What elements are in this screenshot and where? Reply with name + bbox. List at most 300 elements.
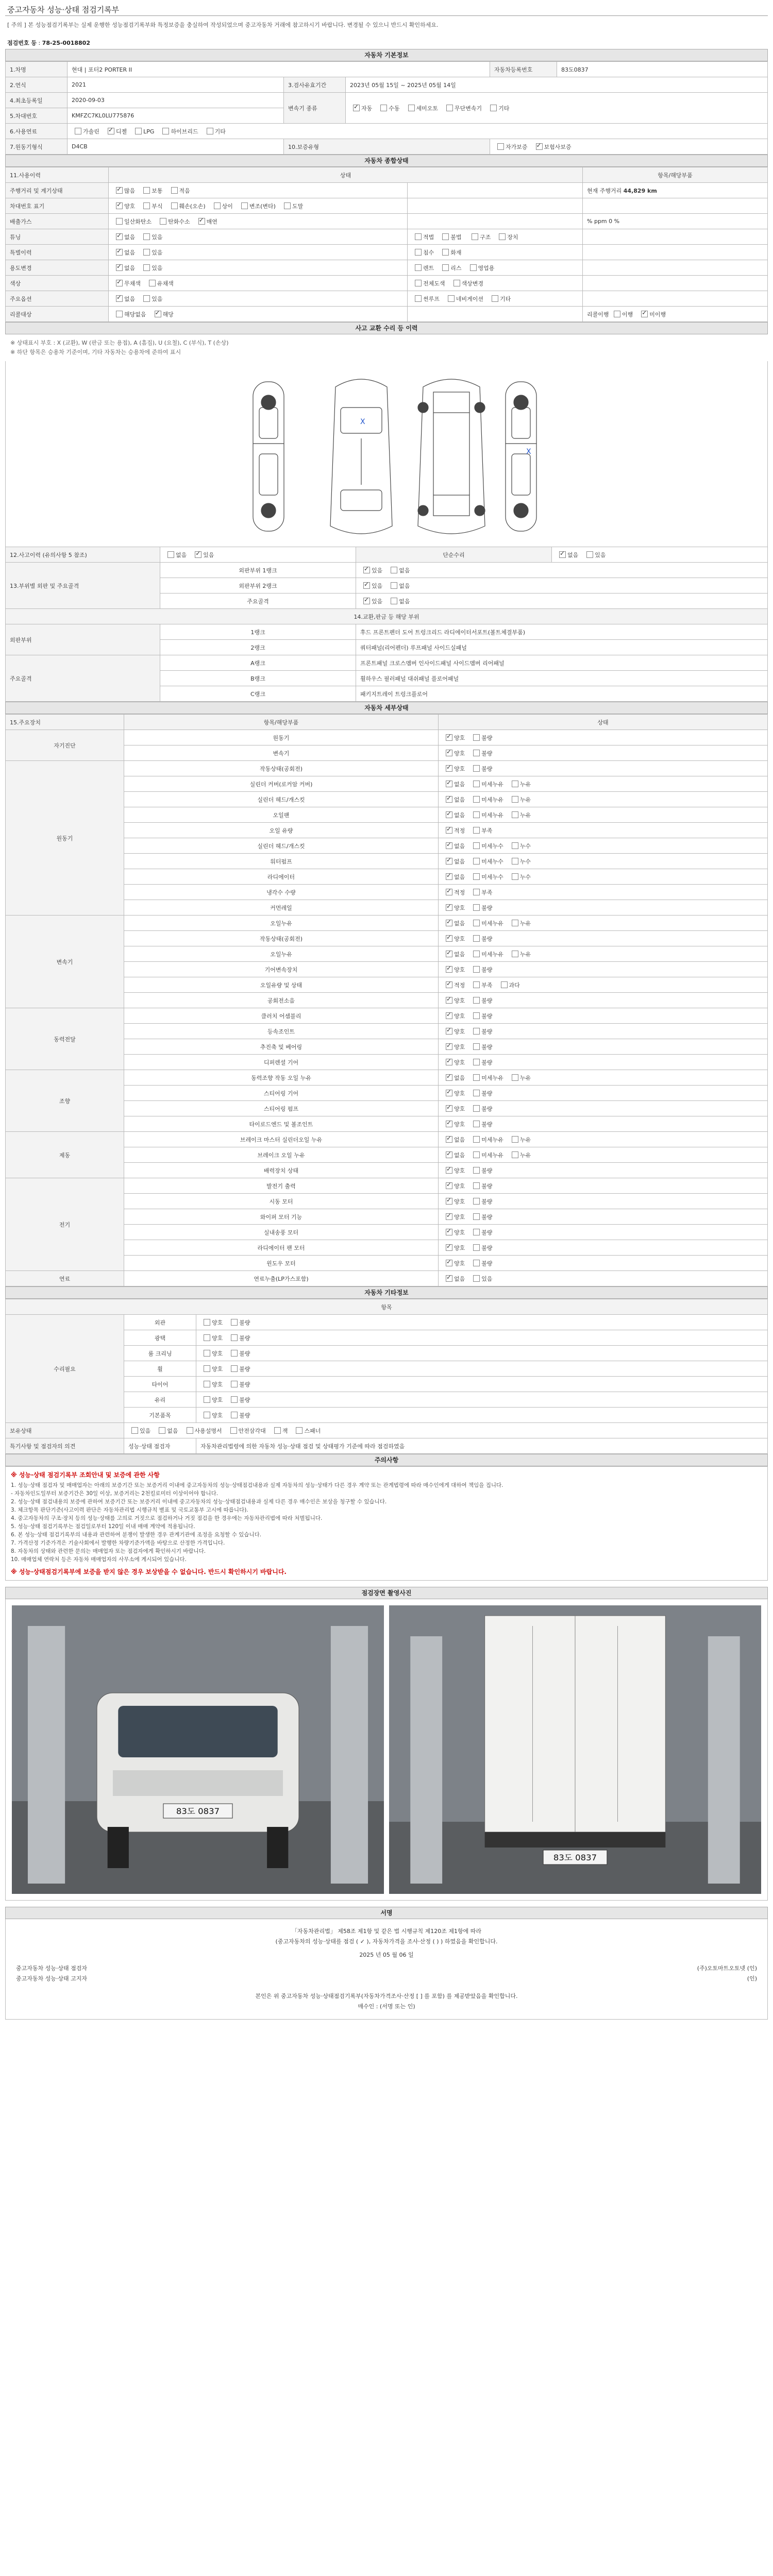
other-group-label: 수리필요: [6, 1315, 124, 1423]
option-0: [443, 904, 465, 912]
detail-item-label: 스티어링 펌프: [124, 1101, 439, 1116]
section-detail: 자동차 세부상태: [5, 702, 768, 714]
other-table: [5, 1299, 768, 1454]
option-label: 있음: [481, 1275, 493, 1282]
option-0: [412, 233, 434, 241]
checkbox-icon: [446, 981, 452, 988]
checkbox-icon: [131, 1427, 138, 1434]
other-item-label: 외관: [124, 1315, 196, 1330]
detail-group-label: 전기: [6, 1178, 124, 1271]
checkbox-icon: [159, 1427, 165, 1434]
doc-no-label: 점검번호 등: [7, 40, 37, 46]
checkbox-icon: [171, 187, 178, 194]
option-1: [439, 264, 461, 272]
checkbox-icon: [446, 966, 452, 973]
detail-item-options: [439, 1256, 768, 1271]
option-label: 보험사보증: [544, 143, 572, 150]
option-0: [113, 248, 135, 257]
first-reg-value: 2020-09-03: [68, 93, 284, 108]
option-label: 안전삼각대: [238, 1427, 266, 1434]
detail-item-options: [439, 869, 768, 885]
option-label: 유채색: [157, 280, 174, 287]
general-row-label: 튜닝: [6, 229, 109, 245]
notes-head: ※ 성능·상태 점검기록부 조회안내 및 보증에 관한 사항: [11, 1471, 160, 1479]
checkbox-icon: [204, 1350, 210, 1357]
checkbox-icon: [162, 128, 169, 134]
detail-item-label: 오일누유: [124, 946, 439, 962]
checkbox-icon: [473, 842, 480, 849]
checkbox-icon: [442, 249, 449, 256]
detail-item-label: 오일 유량: [124, 823, 439, 838]
option-0: [200, 1365, 223, 1373]
option-label: 양호: [454, 1059, 465, 1066]
period-value: 2023년 05월 15일 ~ 2025년 05월 14일: [346, 77, 768, 93]
option-label: 일산화탄소: [124, 218, 152, 225]
option-1: [228, 1396, 250, 1404]
option-label: 불량: [481, 1182, 493, 1190]
option-1: [377, 104, 399, 112]
checkbox-icon: [116, 280, 123, 286]
checkbox-icon: [614, 311, 620, 317]
checkbox-icon: [446, 1260, 452, 1266]
option-0: [164, 551, 187, 559]
option-4: [271, 1427, 288, 1435]
option-0: [443, 1058, 465, 1066]
option-label: 적정: [454, 889, 465, 896]
option-2: [405, 104, 439, 112]
option-label: 리스: [450, 264, 462, 272]
detail-item-options: [439, 1055, 768, 1070]
option-label: 불량: [239, 1412, 250, 1419]
detail-item-options: [439, 1070, 768, 1086]
checkbox-icon: [473, 1074, 480, 1081]
opinion-left: 성능·상태 점검자: [124, 1438, 196, 1454]
opinion-label: 특기사항 및 점검자의 의견: [6, 1438, 124, 1454]
section-general: 자동차 종합상태: [5, 155, 768, 167]
option-label: 양호: [454, 966, 465, 973]
detail-row: [6, 1132, 768, 1147]
checkbox-icon: [446, 105, 453, 111]
sig-inspector-name: (주)오토마트오토넷 (인): [697, 1965, 757, 1972]
option-0: [412, 295, 440, 303]
general-row: [6, 260, 768, 276]
checkbox-icon: [446, 1198, 452, 1205]
car-top-view-icon: [330, 379, 392, 534]
detail-item-options: [439, 1008, 768, 1024]
option-label: 누수: [519, 873, 531, 880]
checkbox-icon: [473, 1167, 480, 1174]
sig-seller-row: [16, 1974, 757, 1984]
checkbox-icon: [512, 1074, 518, 1081]
option-0: [412, 264, 434, 272]
option-3: [159, 127, 198, 135]
option-1: [140, 248, 162, 257]
general-row-options: [109, 245, 408, 260]
option-0: [443, 857, 465, 866]
checkbox-icon: [116, 218, 123, 225]
checkbox-icon: [143, 202, 150, 209]
detail-item-label: 원동기: [124, 730, 439, 745]
checkbox-icon: [473, 781, 480, 787]
detail-item-label: 브레이크 마스터 실린더오일 누유: [124, 1132, 439, 1147]
sig-seller: 중고자동차 성능·상태 고지자: [16, 1975, 88, 1982]
detail-item-options: [439, 962, 768, 977]
checkbox-icon: [641, 311, 648, 317]
other-item-label: 광택: [124, 1330, 196, 1346]
option-2: [509, 1151, 531, 1159]
notes-box: [5, 1466, 768, 1581]
detail-item-options: [439, 792, 768, 807]
checkbox-icon: [204, 1365, 210, 1372]
option-label: 불량: [481, 1028, 493, 1035]
option-0: [113, 310, 146, 318]
checkbox-icon: [143, 187, 150, 194]
option-1: [228, 1318, 250, 1327]
warranty-label: 10.보증유형: [284, 139, 490, 155]
checkbox-icon: [473, 1105, 480, 1112]
general-row-mid: [408, 307, 583, 322]
option-0: [443, 1074, 465, 1082]
option-label: 가솔린: [83, 128, 99, 135]
option-label: 불량: [239, 1319, 250, 1326]
checkbox-icon: [231, 1396, 238, 1403]
car-right-side-icon: [506, 382, 536, 531]
option-1: [470, 1259, 492, 1267]
option-label: 장치: [507, 233, 518, 241]
option-1: [470, 904, 492, 912]
general-row-label: 차대번호 표기: [6, 198, 109, 214]
option-label: 누유: [519, 1136, 531, 1143]
checkbox-icon: [214, 202, 221, 209]
option-1: [156, 1427, 178, 1435]
option-3: [211, 202, 233, 210]
checkbox-icon: [473, 873, 480, 880]
checkbox-icon: [160, 218, 166, 225]
option-1: [470, 873, 503, 881]
option-label: 양호: [212, 1365, 223, 1372]
trans-options: [346, 93, 768, 124]
option-0: [113, 279, 141, 287]
checkbox-icon: [473, 1275, 480, 1282]
detail-item-label: 실내송풍 모터: [124, 1225, 439, 1240]
rank-2-parts: 쿼터패널(리어펜더) 루프패널 사이드실패널: [356, 640, 768, 655]
option-label: 수동: [389, 105, 400, 112]
option-label: 있음: [372, 567, 383, 574]
checkbox-icon: [446, 1182, 452, 1189]
option-label: 매연: [206, 218, 217, 225]
option-0: [412, 248, 434, 257]
checkbox-icon: [473, 827, 480, 834]
checkbox-icon: [391, 582, 397, 589]
option-label: 불량: [481, 1012, 493, 1020]
detail-item-label: 실린더 헤드/개스킷: [124, 792, 439, 807]
option-label: 미세누유: [481, 796, 503, 803]
checkbox-icon: [473, 1198, 480, 1205]
mark-x-right: X: [526, 448, 531, 456]
checkbox-icon: [446, 1244, 452, 1251]
option-1: [470, 734, 492, 742]
general-row: [6, 198, 768, 214]
checkbox-icon: [446, 889, 452, 895]
general-row-right: [583, 198, 768, 214]
simple-options: [552, 547, 768, 563]
general-right-label: % ppm 0 %: [587, 218, 620, 225]
option-0: [443, 749, 465, 757]
checkbox-icon: [446, 1012, 452, 1019]
checkbox-icon: [473, 889, 480, 895]
car-underbody-icon: [418, 379, 485, 534]
option-label: 렌트: [423, 264, 434, 272]
detail-row: [6, 761, 768, 776]
car-diagram: [5, 361, 768, 547]
option-1: [470, 1275, 492, 1283]
option-label: 양호: [454, 997, 465, 1004]
option-1: [470, 811, 503, 819]
option-label: 불량: [481, 935, 493, 942]
detail-item-label: 냉각수 수량: [124, 885, 439, 900]
basic-info-table: [5, 61, 768, 155]
checkbox-icon: [415, 264, 422, 271]
option-label: 미세누유: [481, 1136, 503, 1143]
sig-line-4: 매수인 : (서명 또는 인): [358, 2003, 415, 2010]
detail-item-label: 실린더 헤드/개스킷: [124, 838, 439, 854]
detail-row: [6, 1070, 768, 1086]
checkbox-icon: [473, 765, 480, 772]
detail-item-label: 시동 모터: [124, 1194, 439, 1209]
option-label: 누유: [519, 920, 531, 927]
rank-1: 1랭크: [160, 624, 356, 640]
checkbox-icon: [446, 781, 452, 787]
option-label: 양호: [212, 1396, 223, 1403]
sig-inspector-row: [16, 1963, 757, 1974]
option-label: 상이: [222, 202, 233, 210]
option-label: 미세누유: [481, 951, 503, 958]
option-label: 화재: [450, 249, 462, 256]
option-1: [140, 233, 162, 241]
general-row-right: [583, 183, 768, 198]
trans-label: 변속기 종류: [284, 93, 346, 124]
general-right-label: 현재 주행거리: [587, 187, 622, 194]
option-2: [509, 1074, 531, 1082]
option-label: 해당없음: [124, 311, 146, 318]
fuel-options: [68, 124, 768, 139]
other-item-options: [196, 1408, 768, 1423]
detail-item-options: [439, 854, 768, 869]
option-label: 불량: [239, 1381, 250, 1388]
option-1: [228, 1349, 250, 1358]
option-0: [360, 566, 382, 574]
note-line: 7. 가격산정 기준가격은 기술사회에서 발행한 차량기준가액을 바탕으로 산정한 가격입니다.: [11, 1540, 225, 1546]
detail-group-label: 동력전달: [6, 1008, 124, 1070]
checkbox-icon: [446, 1074, 452, 1081]
checkbox-icon: [453, 280, 460, 286]
option-0: [611, 310, 633, 318]
option-0: [443, 1027, 465, 1036]
checkbox-icon: [473, 1121, 480, 1127]
option-label: 탄화수소: [168, 218, 190, 225]
other-item-options: [196, 1346, 768, 1361]
checkbox-icon: [446, 765, 452, 772]
checkbox-icon: [116, 202, 123, 209]
option-label: 기타: [500, 295, 511, 302]
checkbox-icon: [446, 951, 452, 957]
option-3: [443, 104, 482, 112]
general-row-options: [109, 198, 408, 214]
option-1: [638, 310, 666, 318]
checkbox-icon: [446, 935, 452, 942]
checkbox-icon: [473, 981, 480, 988]
option-label: 불량: [481, 1167, 493, 1174]
checkbox-icon: [442, 233, 449, 240]
option-0: [443, 935, 465, 943]
general-row-label: 용도변경: [6, 260, 109, 276]
checkbox-icon: [446, 1028, 452, 1035]
option-label: 불량: [481, 1229, 493, 1236]
checkbox-icon: [230, 1427, 237, 1434]
detail-item-label: 변속기: [124, 745, 439, 761]
option-2: [489, 295, 511, 303]
other-item-options: [196, 1361, 768, 1377]
option-1: [140, 187, 162, 195]
option-label: 도말: [292, 202, 304, 210]
option-2: [509, 1136, 531, 1144]
note-line: 6. 본 성능·상태 점검기록부의 내용과 관련하여 분쟁이 발생한 경우 관계기관에 조정을 요청할 수 있습니다.: [11, 1532, 262, 1538]
option-0: [113, 295, 135, 303]
option-1: [157, 217, 190, 226]
option-label: 불량: [481, 966, 493, 973]
option-label: 스패너: [304, 1427, 321, 1434]
option-label: 과다: [509, 981, 520, 989]
option-label: 무채색: [124, 280, 141, 287]
fuel-label: 6.사용연료: [6, 124, 68, 139]
note-line: 2. 성능·상태 점검내용의 보증에 관하여 보증기간 또는 보증거리 이내에 중고자동차의 성능·상태점검내용과 실제 다른 경우 매수인은 보상을 청구할 수 있습니다.: [11, 1499, 387, 1505]
detail-item-options: [439, 1147, 768, 1163]
note-line: 4. 중고자동차의 구조·장치 등의 성능·상태를 고의로 거짓으로 점검하거나 거짓 점검을 한 경우에는 자동차관리법에 따라 처벌됩니다.: [11, 1515, 323, 1521]
option-label: 자동: [361, 105, 373, 112]
detail-item-label: 타이로드엔드 및 볼조인트: [124, 1116, 439, 1132]
option-label: 양호: [212, 1412, 223, 1419]
option-label: 있음: [152, 264, 163, 272]
checkbox-icon: [415, 280, 422, 286]
document-number: 점검번호 등 : 78-25-0018802: [7, 40, 90, 46]
option-label: 없음: [399, 582, 410, 589]
frame-label: 주요골격: [6, 655, 160, 702]
checkbox-icon: [446, 734, 452, 741]
section-basic: 자동차 기본정보: [5, 49, 768, 61]
option-label: 양호: [454, 1260, 465, 1267]
checkbox-icon: [512, 781, 518, 787]
option-1: [533, 143, 572, 151]
checkbox-icon: [446, 827, 452, 834]
option-1: [470, 950, 503, 958]
checkbox-icon: [363, 598, 370, 604]
option-0: [443, 780, 465, 788]
option-label: 없음: [454, 1275, 465, 1282]
option-1: [470, 857, 503, 866]
general-row: [6, 183, 768, 198]
detail-group-label: 조향: [6, 1070, 124, 1132]
option-label: 불량: [481, 765, 493, 772]
detail-group-label: 제동: [6, 1132, 124, 1178]
legend-line-2: ※ 하단 항목은 승용차 기준이며, 기타 자동차는 승용차에 준하여 표시: [10, 349, 181, 355]
option-0: [443, 873, 465, 881]
option-0: [113, 233, 135, 241]
option-1: [140, 264, 162, 272]
checkbox-icon: [231, 1350, 238, 1357]
option-0: [443, 795, 465, 804]
checkbox-icon: [473, 811, 480, 818]
option-0: [200, 1411, 223, 1419]
option-1: [470, 981, 492, 989]
option-0: [128, 1427, 150, 1435]
option-label: 누수: [519, 858, 531, 865]
option-1: [228, 1380, 250, 1388]
checkbox-icon: [473, 951, 480, 957]
checkbox-icon: [415, 249, 422, 256]
detail-item-label: 발전기 출력: [124, 1178, 439, 1194]
checkbox-icon: [512, 811, 518, 818]
checkbox-icon: [108, 128, 114, 134]
checkbox-icon: [499, 233, 506, 240]
detail-item-options: [439, 1116, 768, 1132]
checkbox-icon: [167, 551, 174, 558]
option-0: [443, 1136, 465, 1144]
option-label: 양호: [454, 750, 465, 757]
detail-item-label: 등속조인트: [124, 1024, 439, 1039]
simple-label: 단순수리: [356, 547, 552, 563]
checkbox-icon: [195, 551, 201, 558]
checkbox-icon: [473, 750, 480, 756]
option-3: [227, 1427, 266, 1435]
option-1: [439, 248, 461, 257]
opinion-value: 자동차관리법령에 의한 자동차 성능·상태 점검 및 상태평가 기준에 따라 점검하였음: [196, 1438, 768, 1454]
option-label: 양호: [454, 734, 465, 741]
option-label: 불량: [481, 904, 493, 911]
checkbox-icon: [231, 1365, 238, 1372]
option-4: [238, 202, 276, 210]
note-line: 5. 성능·상태 점검기록부는 점검일로부터 120일 이내 매매 계약에 적용됩니다.: [11, 1523, 195, 1530]
option-label: 불량: [481, 1244, 493, 1251]
option-0: [350, 104, 372, 112]
detail-item-options: [439, 885, 768, 900]
checkbox-icon: [143, 264, 150, 271]
option-label: 미세누유: [481, 811, 503, 819]
option-label: 없음: [167, 1427, 178, 1434]
checkbox-icon: [512, 951, 518, 957]
rank-c-parts: 패키지트레이 트렁크플로어: [356, 686, 768, 702]
option-0: [200, 1318, 223, 1327]
option-1: [105, 127, 127, 135]
option-1: [470, 1197, 492, 1206]
general-right2-label: 리콜이행: [587, 311, 609, 318]
option-1: [470, 1151, 503, 1159]
checkbox-icon: [512, 1151, 518, 1158]
general-row-mid: [408, 214, 583, 229]
option-label: 양호: [454, 1028, 465, 1035]
detail-item-label: 배력장치 상태: [124, 1163, 439, 1178]
general-row-options: [109, 291, 408, 307]
checkbox-icon: [135, 128, 142, 134]
checkbox-icon: [473, 1059, 480, 1065]
option-label: 불량: [239, 1365, 250, 1372]
sig-line-3: 본인은 위 중고자동차 성능·상태점검기록부(자동차가격조사·산정 [ ] 를 포함) 를 제공받았음을 확인합니다.: [255, 1993, 518, 1999]
option-label: 미세누유: [481, 1151, 503, 1159]
option-label: 불량: [481, 750, 493, 757]
option-1: [388, 582, 410, 590]
sig-inspector: 중고자동차 성능·상태 점검자: [16, 1965, 88, 1972]
option-2: [509, 857, 531, 866]
checkbox-icon: [446, 796, 452, 803]
